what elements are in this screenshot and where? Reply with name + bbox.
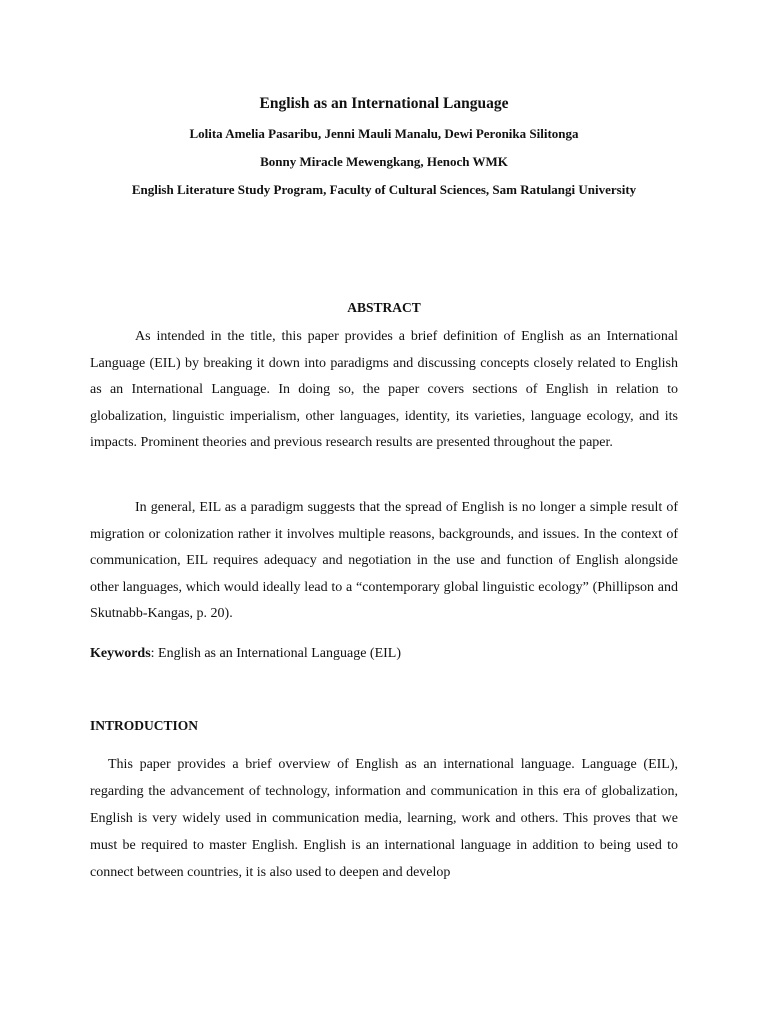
introduction-paragraph: This paper provides a brief overview of English as an international language. Language (EIL), regarding the advancement of technology, information and communication in this era of globalization, English is very widely used in communication media, learning, work and others. This proves that we must be required to master English. English is an international language in addition to being used to connect between countries, it is also used to deepen and develop (90, 757, 678, 880)
abstract-heading: ABSTRACT (347, 300, 421, 315)
abstract-paragraph: As intended in the title, this paper provides a brief definition of English as an International Language (EIL) by breaking it down into paradigms and discussing concepts closely related to English as an International Language. In doing so, the paper covers sections of English in relation to globalization, linguistic imperialism, other languages, identity, its varieties, language ecology, and its impacts. Prominent theories and previous research results are presented throughout the paper. (90, 329, 678, 450)
author-affiliation: English Literature Study Program, Faculty of Cultural Sciences, Sam Ratulangi University (131, 182, 637, 197)
abstract-paragraph: In general, EIL as a paradigm suggests that the spread of English is no longer a simple result of migration or colonization rather it involves multiple reasons, backgrounds, and issues. In the context of communication, EIL requires adequacy and negotiation in the use and function of English alongside other languages, which would ideally lead to a “contemporary global linguistic ecology” (Phillipson and Skutnabb-Kangas, p. 20). (90, 500, 678, 621)
author-list: Lolita Amelia Pasaribu, Jenni Mauli Manalu, Dewi Peronika Silitonga (189, 126, 579, 141)
introduction-heading: INTRODUCTION (90, 718, 199, 733)
keywords-label: Keywords (90, 646, 151, 661)
keywords-text: : English as an International Language (EIL) (150, 646, 402, 661)
author-list-continued: Bonny Miracle Mewengkang, Henoch WMK (260, 154, 508, 169)
keywords-line (90, 642, 678, 666)
paper-title: English as an International Language (259, 95, 509, 112)
